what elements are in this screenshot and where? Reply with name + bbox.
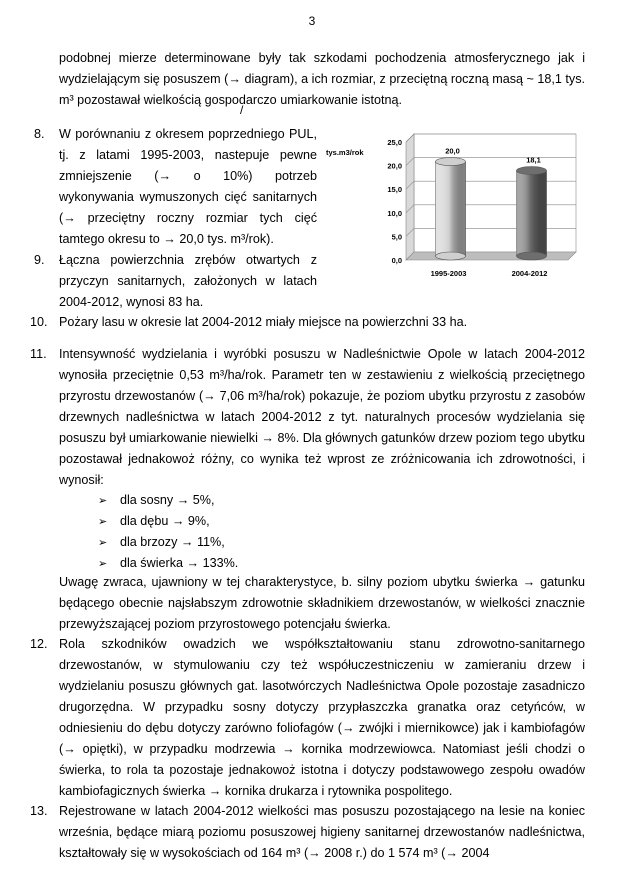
x-tick-label: 1995-2003 — [430, 269, 467, 278]
y-tick-label: 0,0 — [391, 256, 402, 265]
y-tick-label: 10,0 — [387, 208, 402, 218]
list-item — [98, 532, 238, 553]
bullet-text: dla brzozy → 11%, — [120, 535, 225, 549]
y-tick-label: 25,0 — [387, 138, 402, 147]
item-9-text: Łączna powierzchnia zrębów otwartych z przyczyn sanitarnych, założonych w latach 2004-2012, wynosi 83 ha. — [59, 253, 317, 309]
page-number: 3 — [308, 14, 316, 28]
arrow-bullet-icon: ➢ — [98, 516, 108, 528]
stray-mark: / — [240, 103, 244, 117]
item-11-note: Uwagę zwraca, ujawniony w tej charakterystyce, b. silny poziom ubytku świerka → gatunku będącego obecnie najsłabszym zdrowotnie składnikiem drzewostanów, w wielkości znacznie przewyższającej poziom przyrostowego potencjału świerka. — [59, 575, 585, 631]
item-11-text: Intensywność wydzielania i wyróbki posuszu w Nadleśnictwie Opole w latach 2004-2012 wynosiła przeciętnie 0,53 m³/ha/rok. Parametr ten w zestawieniu z wielkością przeciętnego przyrostu drzewostanów (→ 7,06 m³/ha/rok) pokazuje, że poziom ubytku przyrostu z zasobów drzewnych nadleśnictwa w latach 2004-2012 z tyt. naturalnych procesów wydzielania się posuszu był umiarkowanie niewielki → 8%. Dla głównych gatunków drzew poziom tego ubytku pozostawał jednakowoż różny, co wynika też wprost ze zróżnicowania ich zdrowotności, i wynosił: — [59, 347, 585, 487]
chart-floor — [406, 252, 576, 260]
bullet-list — [98, 490, 238, 574]
item-number: 11. — [30, 347, 47, 361]
list-item — [98, 511, 238, 532]
y-tick-label: 15,0 — [387, 185, 402, 195]
y-tick-label: 20,0 — [387, 161, 402, 171]
item-number: 10. — [30, 315, 48, 329]
deadwood-bar-chart — [322, 130, 582, 290]
item-12-text: Rola szkodników owadzich we współkształtowaniu stanu zdrowotno-sanitarnego drzewostanów, w stymulowaniu czy też współuczestniczeniu w zamieraniu drzew i wydzielaniu posuszu głównych gat. lasotwórczych Nadleśnictwa Opole pozostaje zasadniczo drugorzędna. W przypadku sosny dotyczy przypłaszczka granatka oraz cetyńców, w odniesieniu do dębu dotyczy zarówno foliofagów (→ zwójki i miernikowce) jak i kambiofagów (→ opiętki), w przypadku modrzewia → kornika modrzewiowca. Natomiast jeśli chodzi o świerka, to rola ta pozostaje jednakowoż istotna i dotyczy podstawowego zespołu owadów kambiofagicznych świerka → kornika drukarza i rytownika pospolitego. — [59, 637, 585, 798]
arrow-bullet-icon: ➢ — [98, 537, 108, 549]
bullet-text: dla sosny → 5%, — [120, 493, 215, 507]
list-item — [98, 490, 238, 511]
x-tick-label: 2004-2012 — [511, 269, 548, 278]
y-axis-label: tys.m3/rok — [326, 148, 364, 157]
item-number: 8. — [34, 127, 45, 141]
y-tick-label: 5,0 — [391, 232, 402, 242]
data-label: 20,0 — [445, 146, 460, 156]
arrow-bullet-icon: ➢ — [98, 558, 108, 570]
item-number: 13. — [30, 804, 48, 818]
item-number: 9. — [34, 253, 45, 267]
item-number: 12. — [30, 637, 48, 651]
item-13-text: Rejestrowane w latach 2004-2012 wielkości mas posuszu pozostającego na lesie na koniec września, będące miarą poziomu posuszowej higieny sanitarnej drzewostanów nadleśnictwa, kształtowały się w wysokościach od 164 m³ (→ 2008 r.) do 1 574 m³ (→ 2004 — [59, 804, 585, 860]
bullet-text: dla dębu → 9%, — [120, 514, 210, 528]
chart-side-wall — [406, 134, 414, 260]
item-10-text: Pożary lasu w okresie lat 2004-2012 miały miejsce na powierzchni 33 ha. — [59, 315, 468, 329]
intro-paragraph: podobnej mierze determinowane były tak szkodami pochodzenia atmosferycznego jak i wydzielającym się posuszem (→ diagram), a ich rozmiar, z przeciętną roczną masą ~ 18,1 tys. m³ pozostawał wielkością gospodarczo umiarkowanie istotną. — [59, 51, 585, 107]
item-8-text: W porównaniu z okresem poprzedniego PUL, tj. z latami 1995-2003, nastepuje pewne zmniejszenie (→ o 10%) potrzeb wykonywania wymuszonych cięć sanitarnych (→ przeciętny roczny rozmiar tych cięć tamtego okresu to → 20,0 tys. m³/rok). — [59, 127, 317, 246]
bullet-text: dla świerka → 133%. — [120, 556, 239, 570]
list-item — [98, 553, 238, 574]
arrow-bullet-icon: ➢ — [98, 495, 108, 507]
bar — [517, 167, 547, 260]
data-label: 18,1 — [526, 155, 541, 165]
bar — [436, 158, 466, 260]
